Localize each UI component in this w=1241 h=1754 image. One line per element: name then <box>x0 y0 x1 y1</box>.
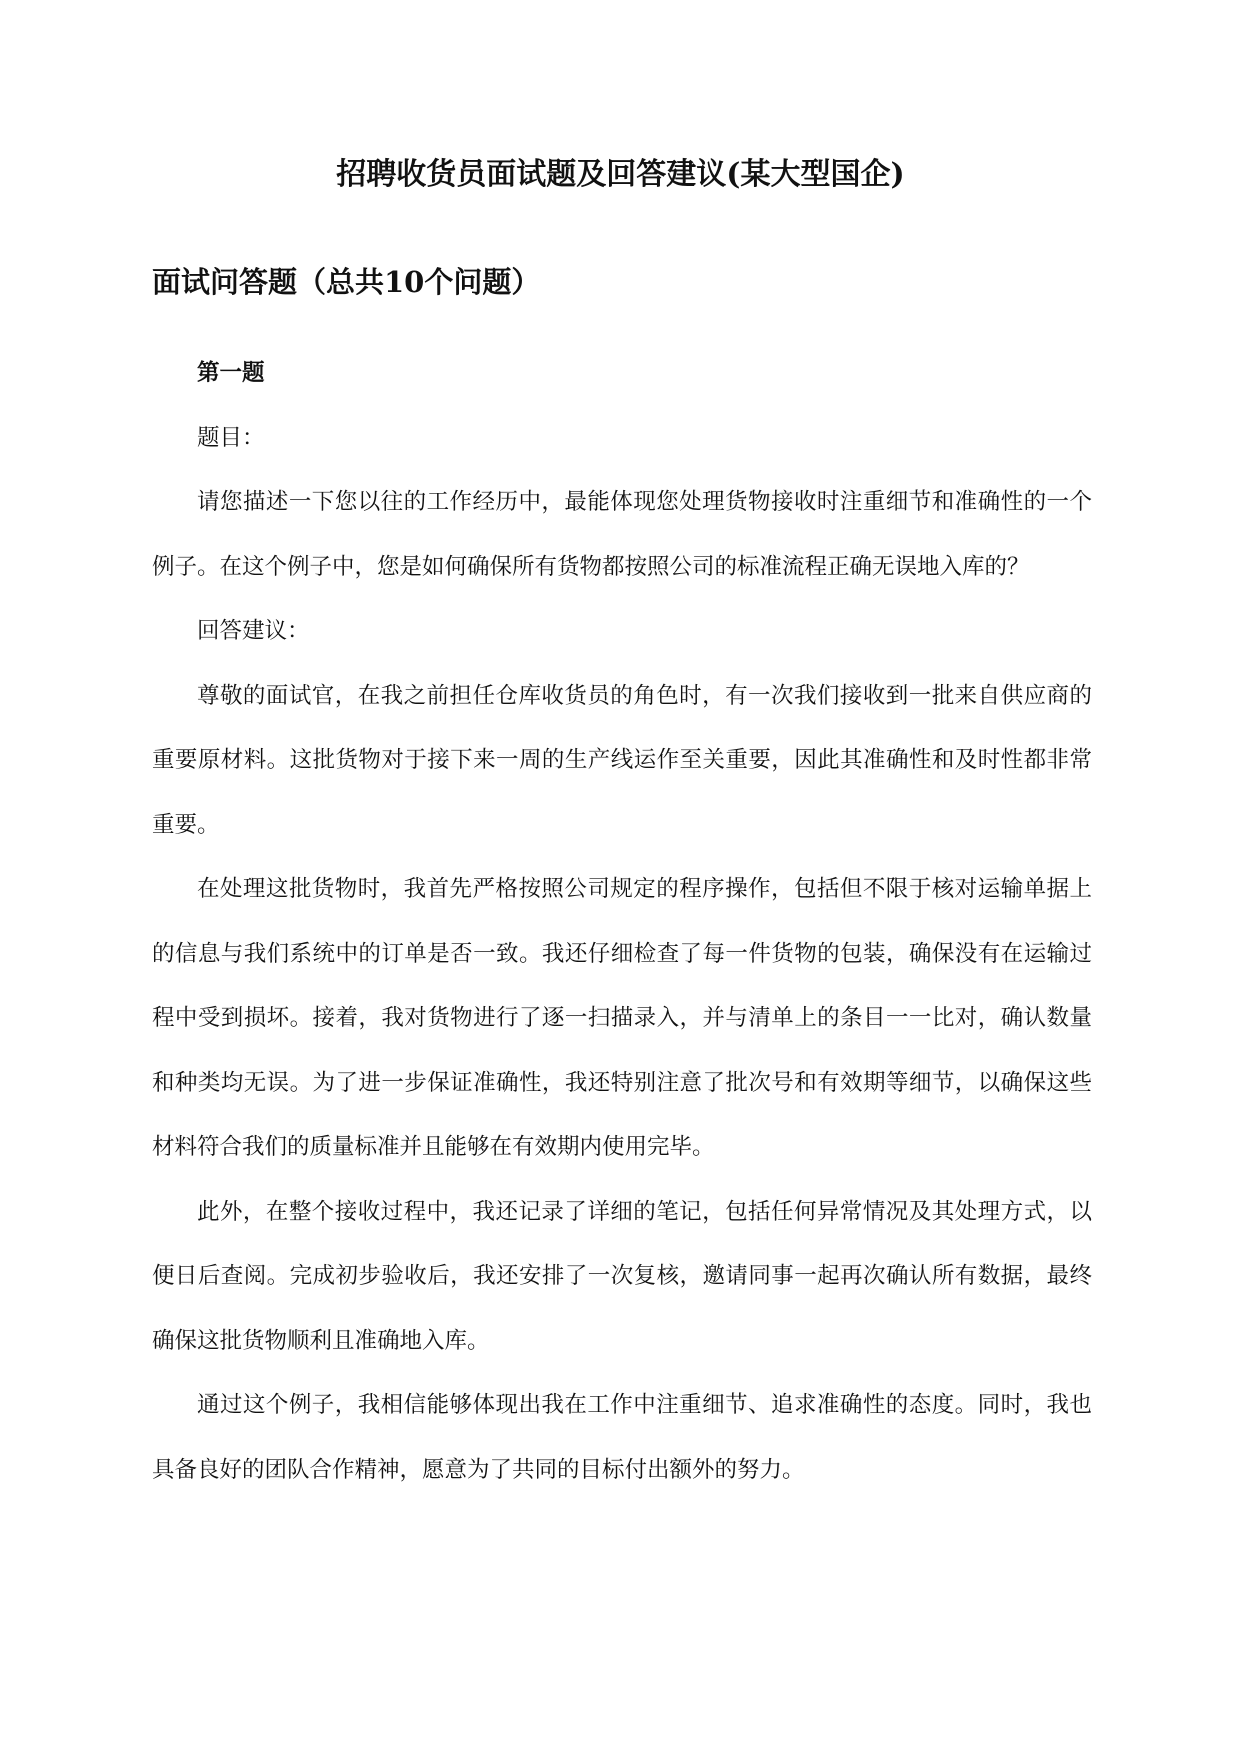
document-title: 招聘收货员面试题及回答建议(某大型国企) <box>336 157 905 192</box>
question-number: 第一题 <box>197 360 265 386</box>
prompt-label: 题目： <box>197 424 265 451</box>
answer-paragraph-3: 此外，在整个接收过程中，我还记录了详细的笔记，包括任何异常情况及其处理方式，以便日后查阅。完成初步验收后，我还安排了一次复核，邀请同事一起再次确认所有数据，最终确保这批货物顺利且准确地入库。 <box>152 1198 1092 1354</box>
question-prompt: 请您描述一下您以往的工作经历中，最能体现您处理货物接收时注重细节和准确性的一个例子。在这个例子中，您是如何确保所有货物都按照公司的标准流程正确无误地入库的？ <box>152 489 1092 580</box>
answer-paragraph-4: 通过这个例子，我相信能够体现出我在工作中注重细节、追求准确性的态度。同时，我也具备良好的团队合作精神，愿意为了共同的目标付出额外的努力。 <box>152 1392 1092 1483</box>
answer-paragraph-1: 尊敬的面试官，在我之前担任仓库收货员的角色时，有一次我们接收到一批来自供应商的重要原材料。这批货物对于接下来一周的生产线运作至关重要，因此其准确性和及时性都非常重要。 <box>152 682 1092 838</box>
section-heading: 面试问答题（总共10个问题） <box>152 265 541 299</box>
answer-label: 回答建议： <box>197 618 310 644</box>
answer-paragraph-2: 在处理这批货物时，我首先严格按照公司规定的程序操作，包括但不限于核对运输单据上的信息与我们系统中的订单是否一致。我还仔细检查了每一件货物的包装，确保没有在运输过程中受到损坏。接着，我对货物进行了逐一扫描录入，并与清单上的条目一一比对，确认数量和种类均无误。为了进一步保证准确性，我还特别注意了批次号和有效期等细节，以确保这些材料符合我们的质量标准并且能够在有效期内使用完毕。 <box>152 876 1092 1160</box>
question-block <box>152 341 1092 1502</box>
